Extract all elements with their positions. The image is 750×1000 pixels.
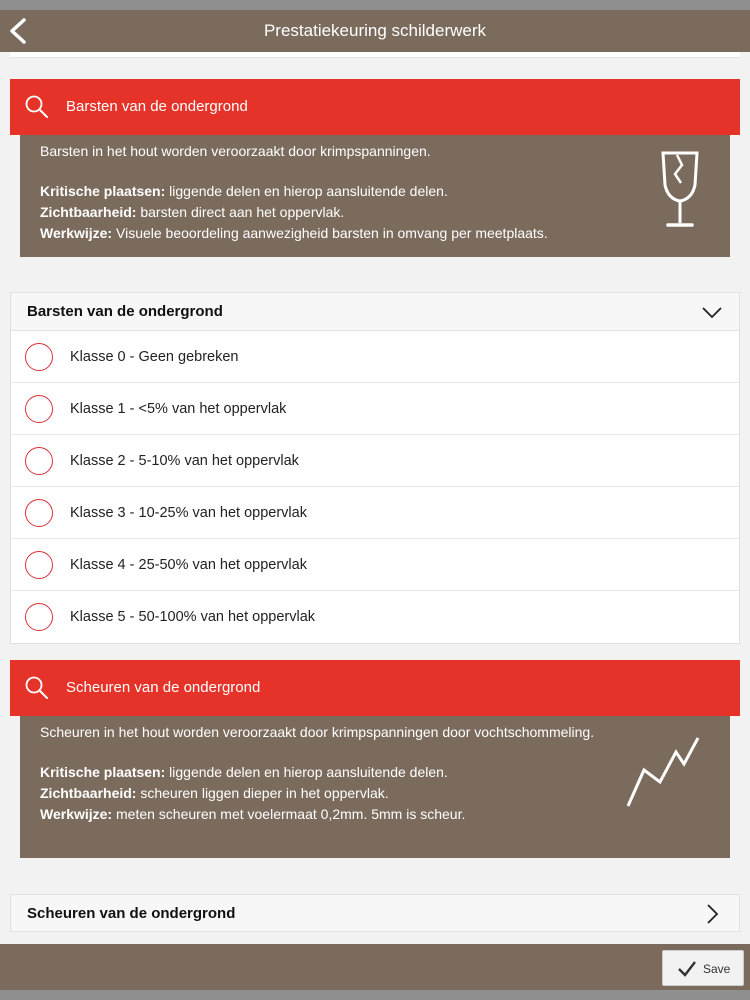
panel-title: Barsten van de ondergrond (27, 303, 223, 320)
bottom-bar (0, 944, 750, 1000)
visibility-label: Zichtbaarheid: (40, 204, 137, 220)
info-visibility (40, 202, 610, 223)
radio-button[interactable] (25, 395, 53, 423)
panel-title: Scheuren van de ondergrond (27, 905, 236, 922)
option-klasse-1[interactable] (11, 383, 739, 435)
option-label: Klasse 0 - Geen gebreken (70, 349, 239, 365)
critical-label: Kritische plaatsen: (40, 183, 166, 199)
search-icon (24, 94, 50, 120)
info-header-label: Barsten van de ondergrond (66, 98, 248, 115)
toolbar (0, 944, 750, 990)
crack-line-icon (622, 730, 702, 810)
info-header-barsten[interactable] (10, 79, 740, 135)
method-text: Visuele beoordeling aanwezigheid barsten in omvang per meetplaats. (112, 225, 548, 241)
option-klasse-4[interactable] (11, 539, 739, 591)
search-icon (24, 675, 50, 701)
option-klasse-3[interactable] (11, 487, 739, 539)
info-header-scheuren[interactable] (10, 660, 740, 716)
visibility-text: scheuren liggen dieper in het oppervlak. (136, 785, 389, 801)
method-text: meten scheuren met voelermaat 0,2mm. 5mm is scheur. (112, 806, 466, 822)
info-body-scheuren (20, 716, 730, 858)
chevron-right-icon (701, 903, 723, 925)
content-area[interactable] (0, 52, 750, 944)
cracked-glass-icon (658, 149, 702, 231)
option-label: Klasse 1 - <5% van het oppervlak (70, 401, 287, 417)
critical-text: liggende delen en hierop aansluitende delen. (165, 764, 448, 780)
method-label: Werkwijze: (40, 225, 113, 241)
info-visibility (40, 783, 610, 804)
visibility-text: barsten direct aan het oppervlak. (136, 204, 345, 220)
save-button[interactable] (662, 950, 744, 986)
option-klasse-0[interactable] (11, 331, 739, 383)
navigation-bar (0, 10, 750, 52)
chevron-down-icon (701, 302, 723, 324)
option-label: Klasse 4 - 25-50% van het oppervlak (70, 557, 307, 573)
radio-button[interactable] (25, 343, 53, 371)
option-label: Klasse 5 - 50-100% van het oppervlak (70, 609, 316, 625)
info-body-barsten (20, 135, 730, 257)
panel-header-scheuren[interactable] (10, 894, 740, 932)
radio-button[interactable] (25, 447, 53, 475)
info-critical (40, 181, 610, 202)
previous-card-edge (10, 52, 740, 58)
info-critical (40, 762, 610, 783)
critical-text: liggende delen en hierop aansluitende delen. (165, 183, 448, 199)
save-label: Save (703, 962, 731, 976)
info-header-label: Scheuren van de ondergrond (66, 679, 261, 696)
radio-button[interactable] (25, 499, 53, 527)
info-description: Scheuren in het hout worden veroorzaakt door krimpspanningen door vochtschommeling. (40, 724, 595, 740)
info-method (40, 804, 610, 825)
critical-label: Kritische plaatsen: (40, 764, 166, 780)
checkmark-icon (677, 959, 697, 979)
panel-header-barsten[interactable] (11, 293, 739, 331)
option-klasse-5[interactable] (11, 591, 739, 643)
radio-button[interactable] (25, 551, 53, 579)
panel-barsten (10, 292, 740, 644)
option-klasse-2[interactable] (11, 435, 739, 487)
info-description: Barsten in het hout worden veroorzaakt door krimpspanningen. (40, 143, 431, 159)
info-method (40, 223, 610, 244)
option-label: Klasse 2 - 5-10% van het oppervlak (70, 453, 299, 469)
page-title: Prestatiekeuring schilderwerk (263, 21, 487, 40)
radio-button[interactable] (25, 603, 53, 631)
visibility-label: Zichtbaarheid: (40, 785, 137, 801)
method-label: Werkwijze: (40, 806, 113, 822)
option-label: Klasse 3 - 10-25% van het oppervlak (70, 505, 307, 521)
